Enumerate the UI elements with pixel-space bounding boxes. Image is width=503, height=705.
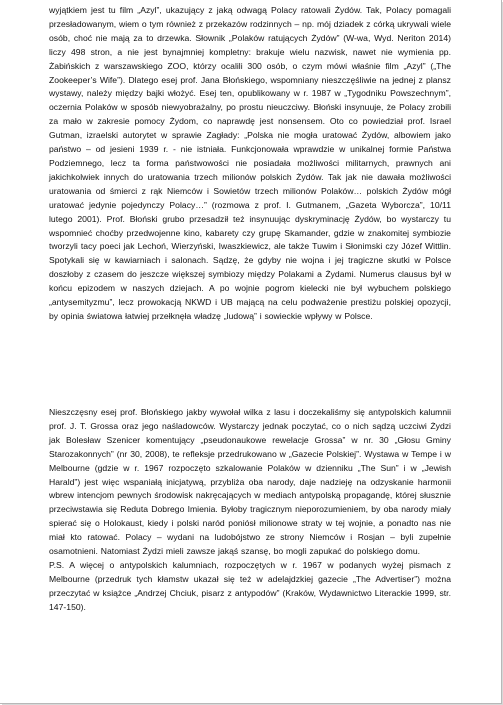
- paragraph-text: Nieszczęsny esej prof. Błońskiego jakby wywołał wilka z lasu i doczekaliśmy się antypolskich kalumnii prof. J. T. Grossa oraz jego naśladowców. Wystarczy jednak poczytać, co o nich sądzą uczciwi Żydzi jak Bolesław Szenicer komentujący „pseudonaukowe rewelacje Grossa” w nr. 30 „Głosu Gminy Starozakonnych” (nr 30, 2008), te refleksje przedrukowano w „Gazecie Polskiej”. Wystawa w Tempe i w Melbourne (gdzie w r. 1967 rozpoczęto szkalowanie Polaków w dzienniku „The Sun” i w „Jewish Harald”) jest więc wspaniałą inicjatywą, przybliża oba narody, daje nadzieję na odzyskanie harmonii wbrew intencjom pewnych środowisk nakręcających w mediach antypolską propagandę, której słusznie przeciwstawia się Reduta Dobrego Imienia. Byłoby tragicznym nieporozumieniem, by oba narody miały spierać się o Holokaust, kiedy i polski naród poniósł milionowe straty w tej wojnie, a ponadto nas nie miał kto ratować. Polacy – wydani na ludobójstwo ze strony Niemców i Rosjan – byli zupełnie osamotnieni. Natomiast Żydzi mieli zawsze jakąś szansę, bo mogli zapukać do polskiego domu.: [49, 407, 451, 557]
- paragraph-2: [49, 406, 451, 559]
- paragraph-3-postscript: [49, 559, 451, 615]
- paragraph-1: [49, 4, 451, 324]
- paragraph-text: wyjątkiem jest tu film „Azyl”, ukazujący z jaką odwagą Polacy ratowali Żydów. Tak, Polacy pomagali przesładowanym, wiem o tym również z przekazów rodzinnych – np. mój dziadek z córką ukrywali wiele osób, choć nie mają za to drzewka. Słownik „Polaków ratujących Żydów” (W-wa, Wyd. Neriton 2014) liczy 498 stron, a nie jest bynajmniej kompletny: brakuje wielu nazwisk, nawet nie wymienia pp. Żabińskich z warszawskiego ZOO, którzy ocalili 300 osób, o czym mówi właśnie film „Azyl” („The Zookeeper’s Wife”). Dlatego esej prof. Jana Błońskiego, wspomniany nieszczęśliwie na jednej z plansz wystawy, należy między bajki włożyć. Esej ten, opublikowany w r. 1987 w „Tygodniku Powszechnym”, oczernia Polaków w sposób niewyobrażalny, po prostu nieuczciwy. Błoński insynuuje, że Polacy zrobili za mało w zakresie pomocy Żydom, co naprawdę jest nonsensem. Oto co powiedział prof. Israel Gutman, izraelski autorytet w sprawie Zagłady: „Polska nie mogła uratować Żydów, albowiem jako państwo – od jesieni 1939 r. - nie istniała. Funkcjonowała wprawdzie w unikalnej formie Państwa Podziemnego, lecz ta forma państwowości nie posiadała możliwości militarnych, prawnych ani jakichkolwiek innych do uratowania trzech milionów polskich Żydów. Tak jak nie dawała możliwości uratowania od śmierci z rąk Niemców i Sowietów trzech milionów Polaków… polskich Żydów mógł uratować jedynie pojedynczy Polacy…” (rozmowa z prof. I. Gutmanem, „Gazeta Wyborcza”, 10/11 lutego 2001). Prof. Błoński grubo przesadził też insynuując dyskryminację Żydów, bo wystarczy tu wspomnieć choćby przedwojenne kino, kabarety czy grupę Skamander, gdzie w znakomitej symbiozie tworzyli tacy poeci jak Lechoń, Wierzyński, Iwaszkiewicz, ale także Tuwim i Słonimski czy Józef Wittlin. Spotykali się w kawiarniach i salonach. Sądzę, że gdyby nie wojna i jej tragiczne skutki w Polsce doszłoby z czasem do jeszcze większej symbiozy między Polakami a Żydami. Numerus clausus był w końcu epizodem w naszych dziejach. A po wojnie pogrom kielecki nie był wybuchem polskiego „antysemityzmu”, lecz prowokacją NKWD i UB mającą na celu podważenie prestiżu polskiej opozycji, by opinia światowa łatwiej przełknęła władzę „ludową” i sowieckie wpływy w Polsce.: [49, 5, 451, 321]
- paragraph-text: P.S. A więcej o antypolskich kalumniach, rozpoczętych w r. 1967 w podanych wyżej pismach z Melbourne (przedruk tych kłamstw ukazał się też w adelajdzkiej gazecie „The Advertiser”) można przeczytać w książce „Andrzej Chciuk, pisarz z antypodów” (Kraków, Wydawnictwo Literackie 1999, str. 147-150).: [49, 560, 451, 612]
